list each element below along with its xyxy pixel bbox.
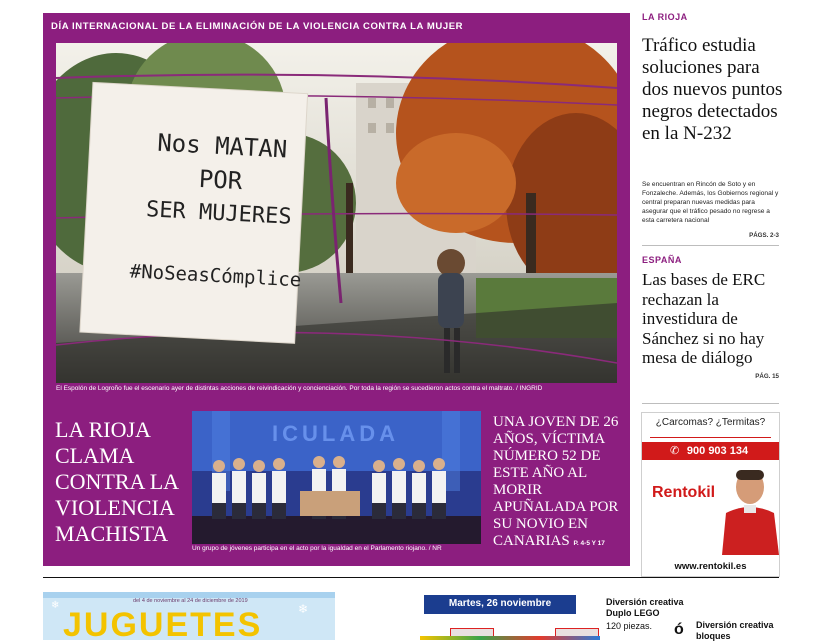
snowflake-icon: ❄: [298, 602, 309, 616]
feature-kicker: DÍA INTERNACIONAL DE LA ELIMINACIÓN DE LA VIOLENCIA CONTRA LA MUJER: [51, 21, 464, 32]
snowflake-icon: ❄: [51, 600, 60, 611]
photo-credit: / INGRID: [515, 385, 543, 392]
lego2-title: Diversión creativa bloques: [696, 620, 774, 641]
section-espana: ESPAÑA: [642, 255, 682, 265]
ad-technician-figure: [720, 465, 779, 555]
bottom-rule: [43, 577, 779, 578]
photo-caption: [56, 384, 616, 394]
side-story-pages: P. 4-5 Y 17: [573, 540, 605, 547]
toy-dates: del 4 de noviembre al 24 de diciembre de 2019: [133, 598, 248, 604]
lego-product-strip: [420, 622, 600, 640]
event-credit: / NR: [428, 545, 442, 552]
ad-brand: Rentokil: [652, 484, 716, 501]
sign-line-3: SER MUJERES: [145, 197, 293, 230]
sign-line-4: #NoSeasCómplice: [129, 260, 302, 292]
story2-pages: PÁG. 15: [755, 373, 779, 380]
event-photo: [192, 411, 481, 544]
story1-pages: PÁGS. 2-3: [749, 232, 779, 239]
lego-title: Diversión creativa Duplo LEGO: [606, 597, 684, 618]
sign-line-2: POR: [198, 164, 243, 196]
event-backdrop-text: ICULADA: [272, 421, 399, 446]
ad-question: ¿Carcomas? ¿Termitas?: [655, 417, 766, 428]
ad-url[interactable]: www.rentokil.es: [674, 561, 747, 572]
main-photo: [56, 43, 617, 383]
lego-pieces: 120 piezas.: [606, 621, 653, 631]
promo-date: Martes, 26 noviembre: [448, 598, 552, 609]
right-column-divider: [642, 245, 779, 246]
toy-banner[interactable]: [43, 592, 335, 640]
side-story-text: UNA JOVEN DE 26 AÑOS, VÍCTIMA NÚMERO 52 DE ESTE AÑO AL MORIR APUÑALADA POR SU NOVIO EN CANARIAS: [493, 414, 619, 549]
ad-phone: 900 903 134: [686, 445, 749, 457]
feature-headline[interactable]: LA RIOJA CLAMA CONTRA LA VIOLENCIA MACHISTA: [55, 417, 178, 546]
photo-caption-text: El Espolón de Logroño fue el escenario ayer de distintas acciones de reivindicación y concienciación. Por toda la región se sucedieron actos contra el maltrato.: [56, 385, 515, 392]
story2-headline[interactable]: Las bases de ERC rechazan la investidura de Sánchez si no hay mesa de diálogo: [642, 270, 766, 367]
event-caption: [192, 545, 492, 552]
lego-bricks-strip: [420, 636, 600, 640]
sign-line-1: Nos MATAN: [156, 128, 289, 164]
toy-title: JUGUETES: [63, 606, 263, 640]
lego-or: ó: [674, 621, 684, 638]
story1-headline[interactable]: Tráfico estudia soluciones para dos nuevos puntos negros detectados en la N-232: [642, 35, 783, 144]
rentokil-ad[interactable]: [641, 412, 780, 577]
protest-sign: [110, 124, 328, 297]
section-la-rioja: LA RIOJA: [642, 12, 688, 22]
right-column-divider-2: [642, 403, 779, 404]
phone-icon: ✆: [670, 445, 680, 457]
ad-divider: [650, 437, 771, 438]
side-story[interactable]: [493, 414, 623, 552]
event-caption-text: Un grupo de jóvenes participa en el acto por la igualdad en el Parlamento riojano.: [192, 545, 427, 552]
story1-body: Se encuentran en Rincón de Soto y en Fonzaleche. Además, los Gobiernos regional y central preparan nuevas medidas para asegurar que el tráfico pesado no regrese a esta carretera nacional: [642, 181, 779, 224]
feature-block: [43, 13, 630, 566]
